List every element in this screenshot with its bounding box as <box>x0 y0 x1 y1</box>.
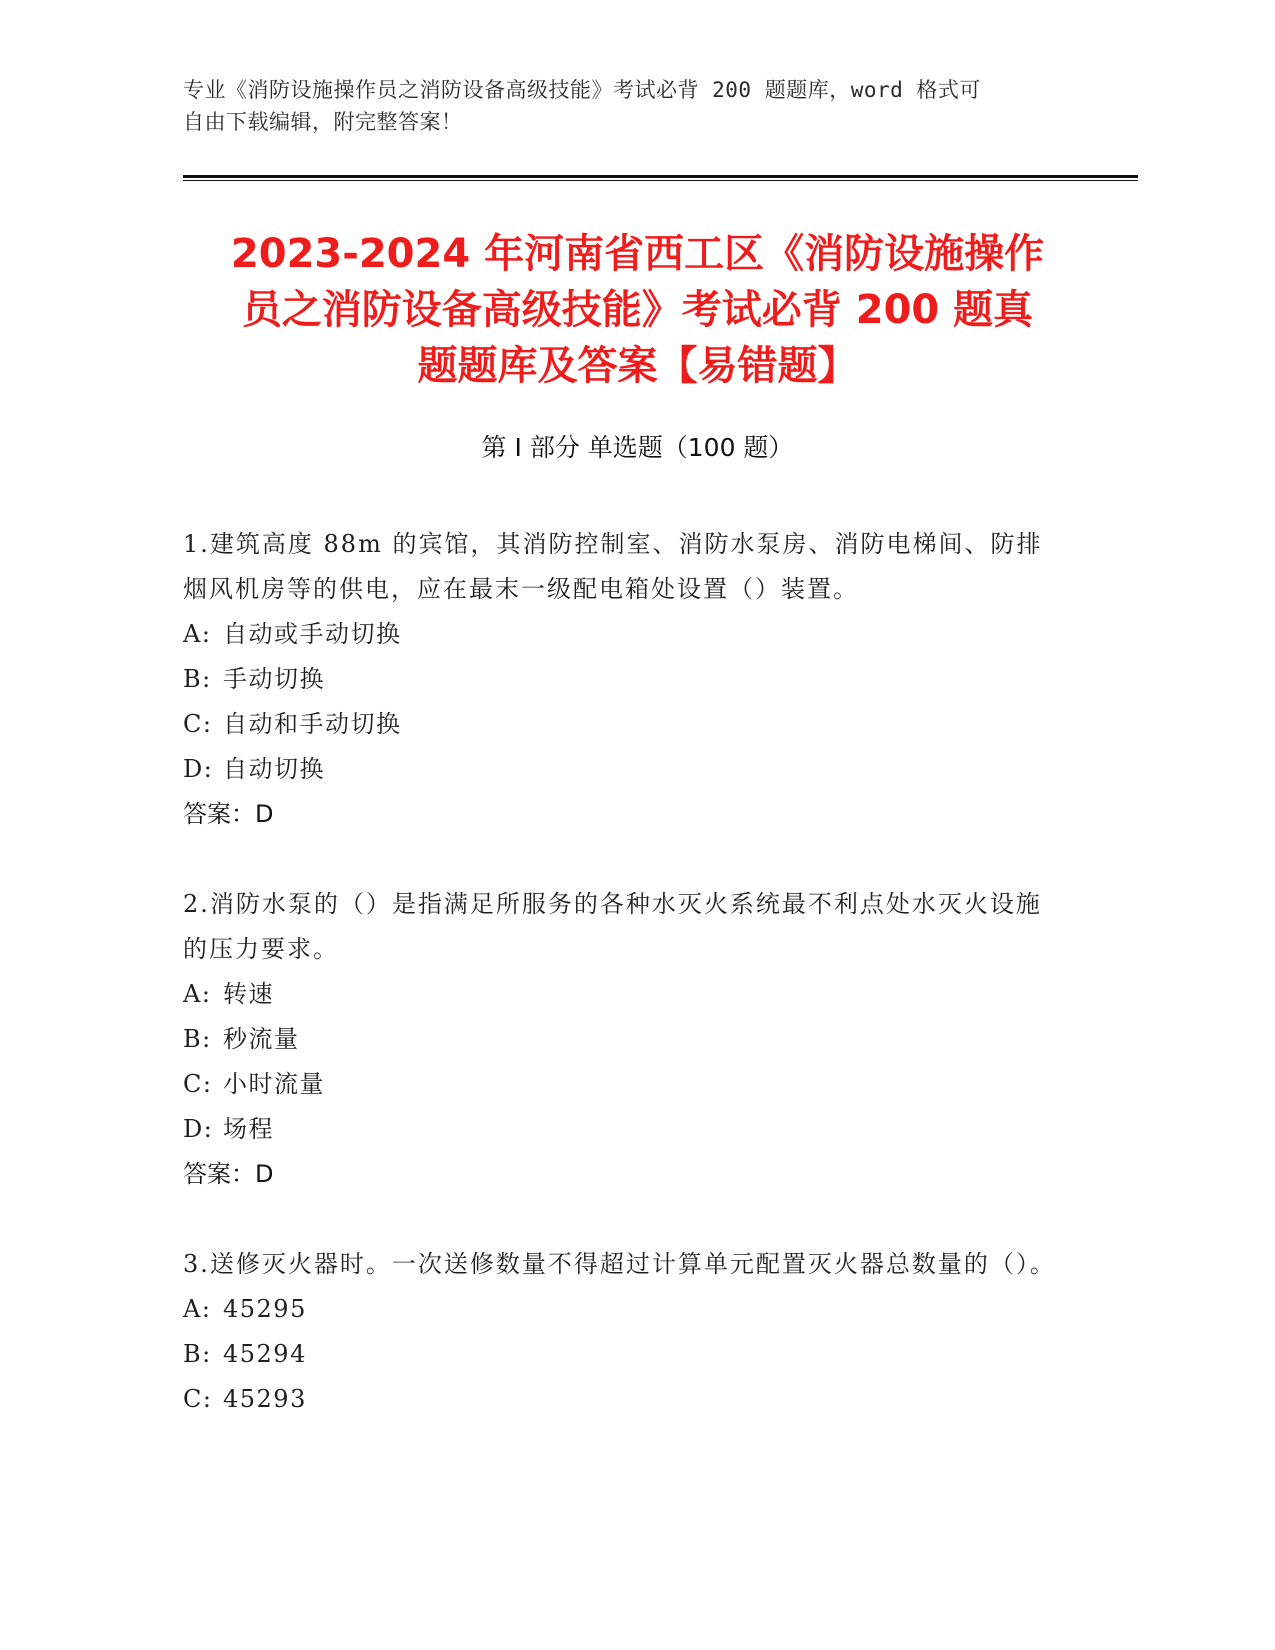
option-key: A: <box>183 620 212 648</box>
option-key: C: <box>183 1385 213 1413</box>
option-d <box>183 1107 1063 1152</box>
option-text: 秒流量 <box>223 1025 300 1053</box>
option-key: B: <box>183 665 212 693</box>
title-line-3: 题题库及答案【易错题】 <box>417 343 858 389</box>
header-rule-thick <box>183 175 1138 178</box>
document-title <box>150 226 1125 394</box>
option-key: C: <box>183 710 213 738</box>
option-key: A: <box>183 1295 212 1323</box>
question-list <box>183 522 1063 1467</box>
option-d <box>183 747 1063 792</box>
intro-line-2: 自由下载编辑，附完整答案！ <box>183 110 463 134</box>
option-b <box>183 657 1063 702</box>
option-b <box>183 1017 1063 1062</box>
question-stem: 3.送修灭火器时。一次送修数量不得超过计算单元配置灭火器总数量的（）。 <box>183 1250 1056 1278</box>
option-text: 45295 <box>223 1295 307 1323</box>
option-c <box>183 1062 1063 1107</box>
intro-text <box>183 74 1063 138</box>
question-2 <box>183 882 1063 1197</box>
question-stem: 1.建筑高度 88m 的宾馆，其消防控制室、消防水泵房、消防电梯间、防排烟风机房等的供电，应在最末一级配电箱处设置（）装置。 <box>183 530 1043 603</box>
question-stem: 2.消防水泵的（）是指满足所服务的各种水灭火系统最不利点处水灭火设施的压力要求。 <box>183 890 1042 963</box>
option-text: 45294 <box>223 1340 307 1368</box>
answer-line: 答案：D <box>183 1160 274 1188</box>
option-text: 手动切换 <box>223 665 325 693</box>
option-text: 转速 <box>223 980 274 1008</box>
option-key: C: <box>183 1070 213 1098</box>
option-b <box>183 1332 1063 1377</box>
option-text: 自动切换 <box>223 755 325 783</box>
title-line-1: 2023-2024 年河南省西工区《消防设施操作 <box>230 231 1045 277</box>
option-c <box>183 1377 1063 1422</box>
option-text: 自动和手动切换 <box>223 710 402 738</box>
option-key: B: <box>183 1025 212 1053</box>
title-line-2: 员之消防设备高级技能》考试必背 200 题真 <box>241 287 1034 333</box>
option-text: 45293 <box>223 1385 307 1413</box>
option-key: D: <box>183 1115 214 1143</box>
header-rule-thin <box>183 180 1138 181</box>
option-key: D: <box>183 755 214 783</box>
option-key: B: <box>183 1340 212 1368</box>
option-text: 场程 <box>223 1115 274 1143</box>
option-text: 自动或手动切换 <box>223 620 402 648</box>
option-a <box>183 1287 1063 1332</box>
option-c <box>183 702 1063 747</box>
option-a <box>183 972 1063 1017</box>
option-a <box>183 612 1063 657</box>
question-1 <box>183 522 1063 837</box>
intro-line-1: 专业《消防设施操作员之消防设备高级技能》考试必背 200 题题库，word 格式可 <box>183 78 981 102</box>
answer-line: 答案：D <box>183 800 274 828</box>
section-heading: 第 I 部分 单选题（100 题） <box>481 433 794 462</box>
question-3 <box>183 1242 1063 1422</box>
option-key: A: <box>183 980 212 1008</box>
option-text: 小时流量 <box>223 1070 325 1098</box>
